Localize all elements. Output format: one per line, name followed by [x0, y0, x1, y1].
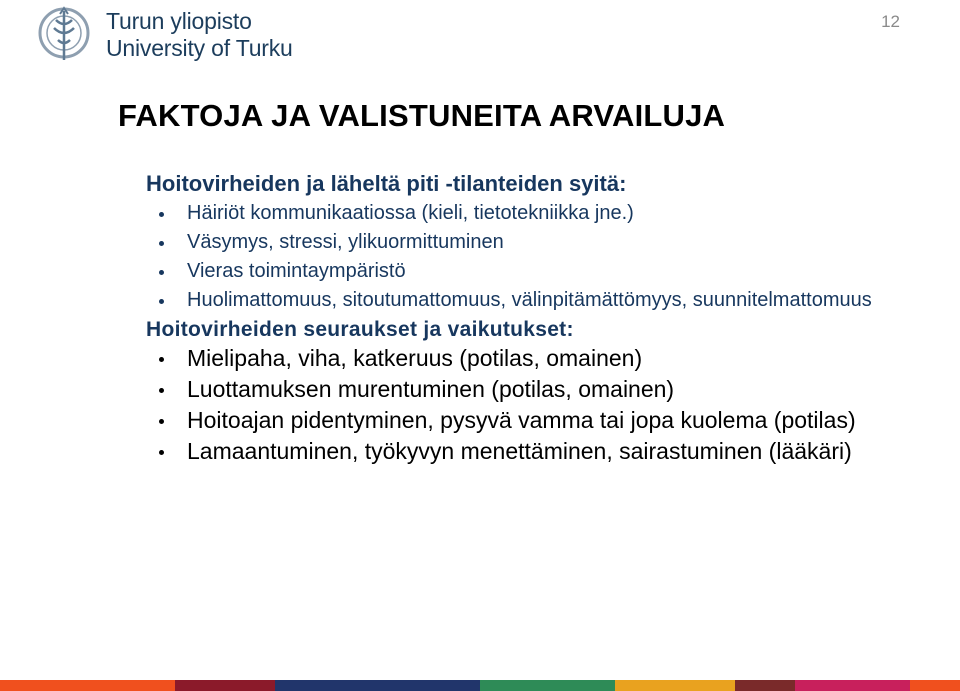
page-number: 12 — [881, 12, 900, 31]
university-logo — [38, 6, 293, 64]
causes-section — [146, 170, 906, 314]
color-stripe-segment — [175, 680, 275, 691]
list-item: Vieras toimintaympäristö — [146, 258, 906, 285]
color-stripe-segment — [735, 680, 795, 691]
consequences-section — [146, 316, 906, 464]
consequences-list — [146, 346, 906, 464]
slide-content — [146, 170, 906, 470]
color-stripe-segment — [615, 680, 735, 691]
color-stripe-segment — [480, 680, 615, 691]
causes-list — [146, 200, 906, 314]
slide-title: FAKTOJA JA VALISTUNEITA ARVAILUJA — [118, 98, 726, 133]
causes-heading: Hoitovirheiden ja läheltä piti -tilanteiden syitä: — [146, 171, 627, 196]
logo-text-finnish: Turun yliopisto — [106, 8, 252, 34]
consequences-heading: Hoitovirheiden seuraukset ja vaikutukset: — [146, 318, 574, 341]
logo-text — [106, 8, 293, 62]
color-stripe — [0, 680, 960, 691]
color-stripe-segment — [795, 680, 910, 691]
list-item: Huolimattomuus, sitoutumattomuus, välinpitämättömyys, suunnitelmattomuus — [146, 287, 906, 314]
color-stripe-segment — [0, 680, 175, 691]
list-item: Luottamuksen murentuminen (potilas, omainen) — [146, 377, 906, 402]
list-item: Lamaantuminen, työkyvyn menettäminen, sairastuminen (lääkäri) — [146, 439, 906, 464]
logo-text-english: University of Turku — [106, 35, 293, 61]
color-stripe-segment — [275, 680, 480, 691]
list-item: Mielipaha, viha, katkeruus (potilas, omainen) — [146, 346, 906, 371]
list-item: Väsymys, stressi, ylikuormittuminen — [146, 229, 906, 256]
university-emblem-icon — [38, 6, 94, 64]
color-stripe-segment — [910, 680, 960, 691]
list-item: Häiriöt kommunikaatiossa (kieli, tietotekniikka jne.) — [146, 200, 906, 227]
list-item: Hoitoajan pidentyminen, pysyvä vamma tai jopa kuolema (potilas) — [146, 408, 906, 433]
